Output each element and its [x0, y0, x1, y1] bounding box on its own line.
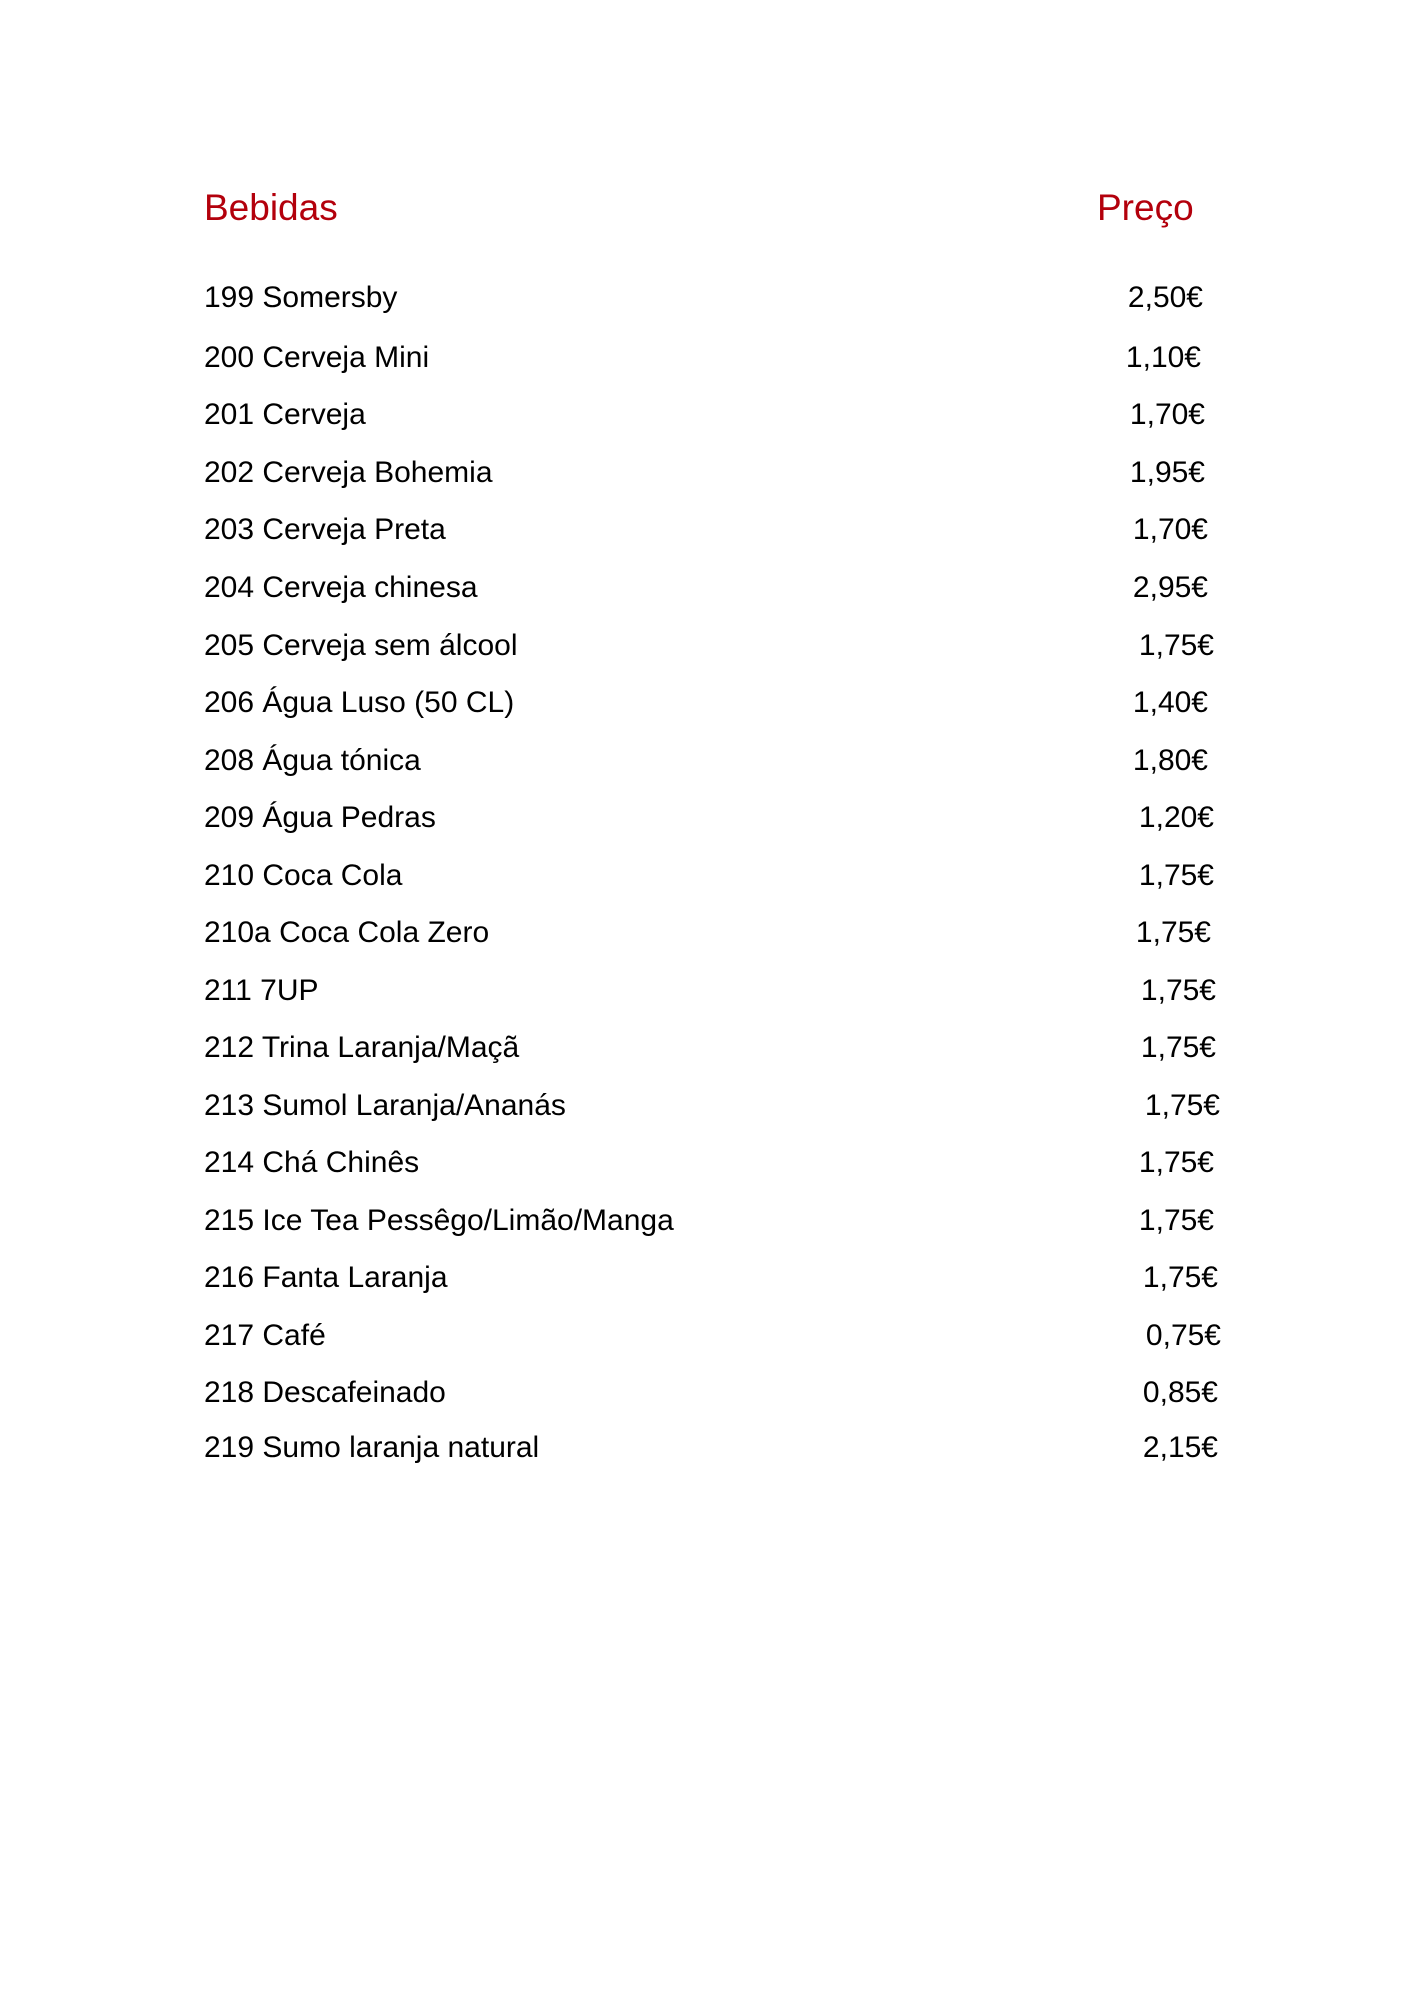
item-price: 0,85€ — [1142, 1376, 1218, 1409]
menu-row — [0, 798, 1415, 838]
menu-row — [0, 395, 1415, 435]
item-name: 217 Café — [204, 1319, 326, 1352]
item-price: 2,15€ — [1142, 1431, 1218, 1464]
menu-row — [0, 338, 1415, 378]
item-price: 1,70€ — [1129, 398, 1205, 431]
item-name: 210 Coca Cola — [204, 859, 403, 892]
item-price: 1,75€ — [1138, 1204, 1214, 1237]
menu-row — [0, 1373, 1415, 1413]
menu-row — [0, 568, 1415, 608]
menu-row — [0, 1428, 1415, 1468]
item-price: 1,20€ — [1138, 801, 1214, 834]
item-price: 1,75€ — [1138, 629, 1214, 662]
item-price: 2,50€ — [1127, 281, 1203, 314]
menu-row — [0, 741, 1415, 781]
menu-row — [0, 278, 1415, 318]
item-name: 201 Cerveja — [204, 398, 366, 431]
item-price: 1,75€ — [1140, 1031, 1216, 1064]
menu-row — [0, 683, 1415, 723]
item-price: 1,75€ — [1135, 916, 1211, 949]
menu-row — [0, 971, 1415, 1011]
menu-row — [0, 913, 1415, 953]
menu-row — [0, 1086, 1415, 1126]
item-name: 212 Trina Laranja/Maçã — [204, 1031, 520, 1064]
menu-row — [0, 1258, 1415, 1298]
item-price: 1,95€ — [1129, 456, 1205, 489]
menu-row — [0, 856, 1415, 896]
item-name: 200 Cerveja Mini — [204, 341, 430, 374]
item-name: 218 Descafeinado — [204, 1376, 446, 1409]
menu-row — [0, 626, 1415, 666]
item-name: 210a Coca Cola Zero — [204, 916, 490, 949]
item-price: 1,10€ — [1125, 341, 1201, 374]
item-name: 213 Sumol Laranja/Ananás — [204, 1089, 566, 1122]
item-price: 1,80€ — [1132, 744, 1208, 777]
item-name: 209 Água Pedras — [204, 801, 436, 834]
item-name: 216 Fanta Laranja — [204, 1261, 448, 1294]
item-price: 1,40€ — [1132, 686, 1208, 719]
item-name: 206 Água Luso (50 CL) — [204, 686, 515, 719]
menu-row — [0, 1201, 1415, 1241]
header-bebidas: Bebidas — [204, 187, 338, 228]
item-price: 2,95€ — [1132, 571, 1208, 604]
item-name: 208 Água tónica — [204, 744, 421, 777]
item-price: 1,75€ — [1144, 1089, 1220, 1122]
item-name: 214 Chá Chinês — [204, 1146, 420, 1179]
item-name: 199 Somersby — [204, 281, 398, 314]
item-price: 1,75€ — [1138, 1146, 1214, 1179]
item-price: 1,75€ — [1142, 1261, 1218, 1294]
menu-row — [0, 1316, 1415, 1356]
item-price: 1,70€ — [1132, 513, 1208, 546]
menu-row — [0, 510, 1415, 550]
item-name: 203 Cerveja Preta — [204, 513, 446, 546]
item-name: 219 Sumo laranja natural — [204, 1431, 540, 1464]
item-name: 215 Ice Tea Pessêgo/Limão/Manga — [204, 1204, 674, 1237]
item-name: 205 Cerveja sem álcool — [204, 629, 518, 662]
item-price: 1,75€ — [1140, 974, 1216, 1007]
item-name: 204 Cerveja chinesa — [204, 571, 478, 604]
header-preco: Preço — [1097, 187, 1194, 228]
item-price: 0,75€ — [1145, 1319, 1221, 1352]
menu-row — [0, 1028, 1415, 1068]
menu-row — [0, 453, 1415, 493]
item-name: 202 Cerveja Bohemia — [204, 456, 493, 489]
item-name: 211 7UP — [204, 974, 319, 1007]
item-price: 1,75€ — [1138, 859, 1214, 892]
menu-row — [0, 1143, 1415, 1183]
